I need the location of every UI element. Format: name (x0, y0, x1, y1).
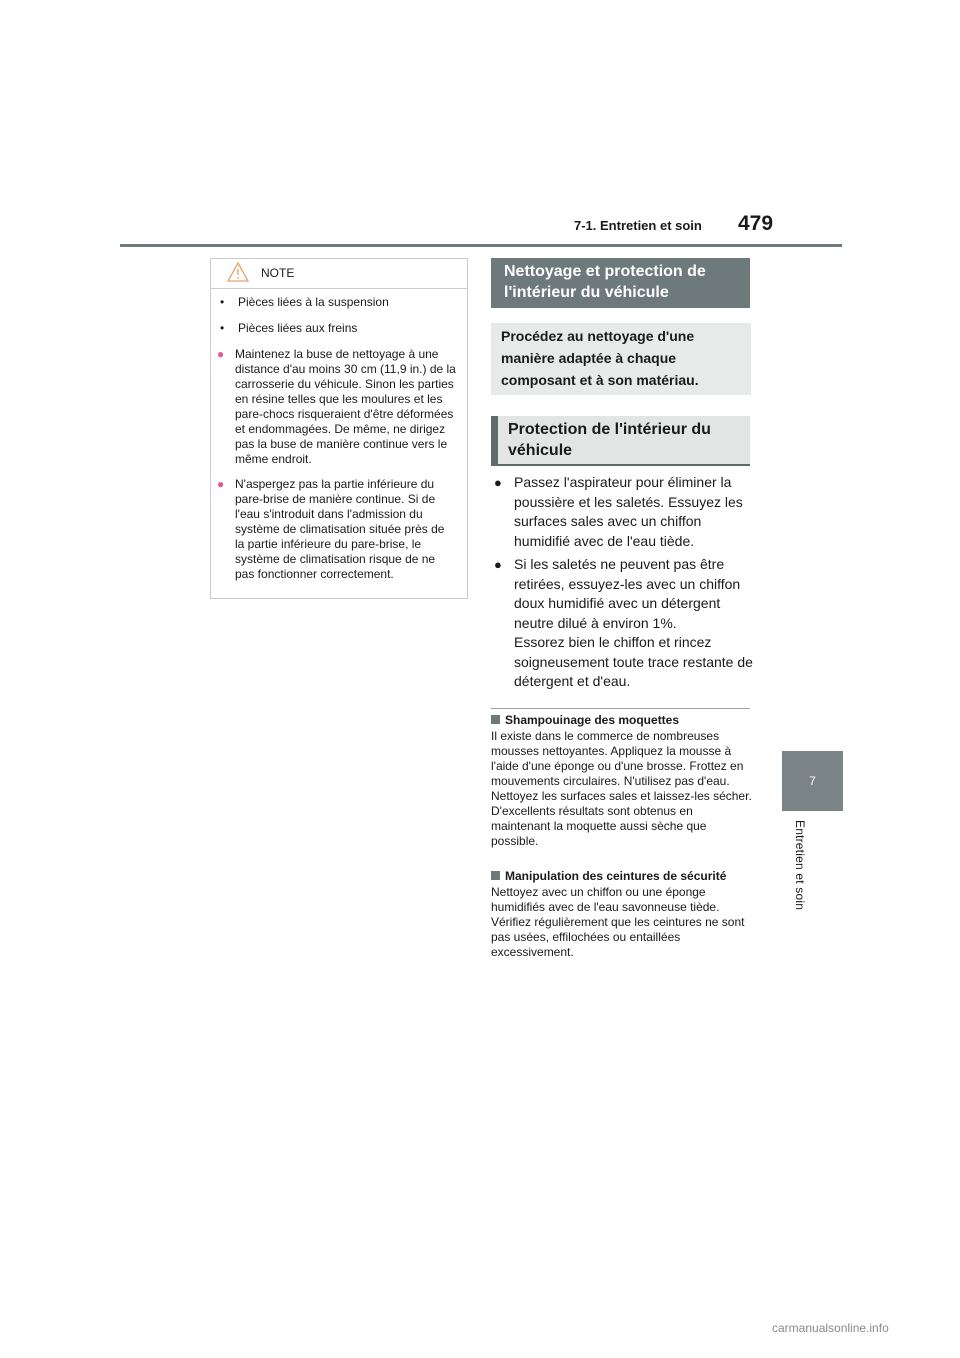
square-marker-icon (491, 871, 500, 880)
intro-box: Procédez au nettoyage d'une manière adaptée à chaque composant et à son matériau. (491, 323, 751, 395)
main-banner: Nettoyage et protection de l'intérieur du véhicule (491, 258, 750, 308)
list-item: ● Si les saletés ne peuvent pas être retirées, essuyez-les avec un chiffon doux humidifié avec un détergent neutre dilué à environ 1%. Essorez bien le chiffon et rincez soigneusement toute trace restante de détergent et d'eau. (491, 555, 753, 692)
chapter-number: 7 (809, 774, 816, 788)
square-marker-icon (491, 715, 500, 724)
bullet-dot-icon: ● (494, 475, 502, 490)
carpet-section: Shampouinage des moquettes Il existe dans le commerce de nombreuses mousses nettoyantes. Appliquez la mousse à l'aide d'une éponge ou d'une brosse. Frottez en mouvements circulaires. N'utilisez pas d'eau. Nettoyez les surfaces sales et laissez-les sécher. D'excellents résultats sont obtenus en maintenant la moquette aussi sèche que possible. (491, 713, 752, 848)
bullet-dot-icon: ● (217, 477, 225, 491)
note-point: ● N'aspergez pas la partie inférieure du pare-brise de manière continue. Si de l'eau s'introduit dans l'admission du système de climatisation située près de la partie inférieure du pare-brise, le système de climatisation risque de ne pas fonctionner correctement. (217, 477, 445, 581)
section-divider (491, 708, 750, 709)
header-divider (120, 244, 842, 247)
watermark: carmanualsonline.info (772, 1321, 889, 1335)
seatbelt-section: Manipulation des ceintures de sécurité Nettoyez avec un chiffon ou une éponge humidifiés avec de l'eau savonneuse tiède. Vérifiez régulièrement que les ceintures ne sont pas usées, effilochées ou entaillées excessivement. (491, 869, 745, 959)
note-header (211, 259, 467, 289)
page-number: 479 (738, 212, 774, 235)
note-point: ● Maintenez la buse de nettoyage à une distance d'au moins 30 cm (11,9 in.) de la carrosserie du véhicule. Sinon les parties en résine telles que les moulures et les pare-chocs risqueraient d'être déformées et endommagées. De même, ne dirigez pas la buse de manière continue vers le même endroit. (217, 347, 456, 466)
subsection-heading: Protection de l'intérieur du véhicule (491, 416, 750, 466)
chapter-title: Entretien et soin (793, 820, 807, 911)
warning-triangle-icon (227, 262, 249, 287)
bullet-list (491, 473, 753, 696)
section-title: 7-1. Entretien et soin (574, 218, 702, 233)
bullet-dot-icon: ● (494, 557, 502, 572)
chapter-tab (782, 751, 843, 811)
note-body (211, 289, 467, 582)
note-dash-item: • Pièces liées à la suspension (220, 295, 389, 309)
note-dash-item: • Pièces liées aux freins (220, 321, 358, 335)
note-label: NOTE (261, 266, 295, 280)
note-box (210, 258, 468, 599)
bullet-dot-icon: ● (217, 347, 225, 361)
list-item: ● Passez l'aspirateur pour éliminer la poussière et les saletés. Essuyez les surfaces sales avec un chiffon humidifié avec de l'eau tiède. (491, 473, 753, 551)
